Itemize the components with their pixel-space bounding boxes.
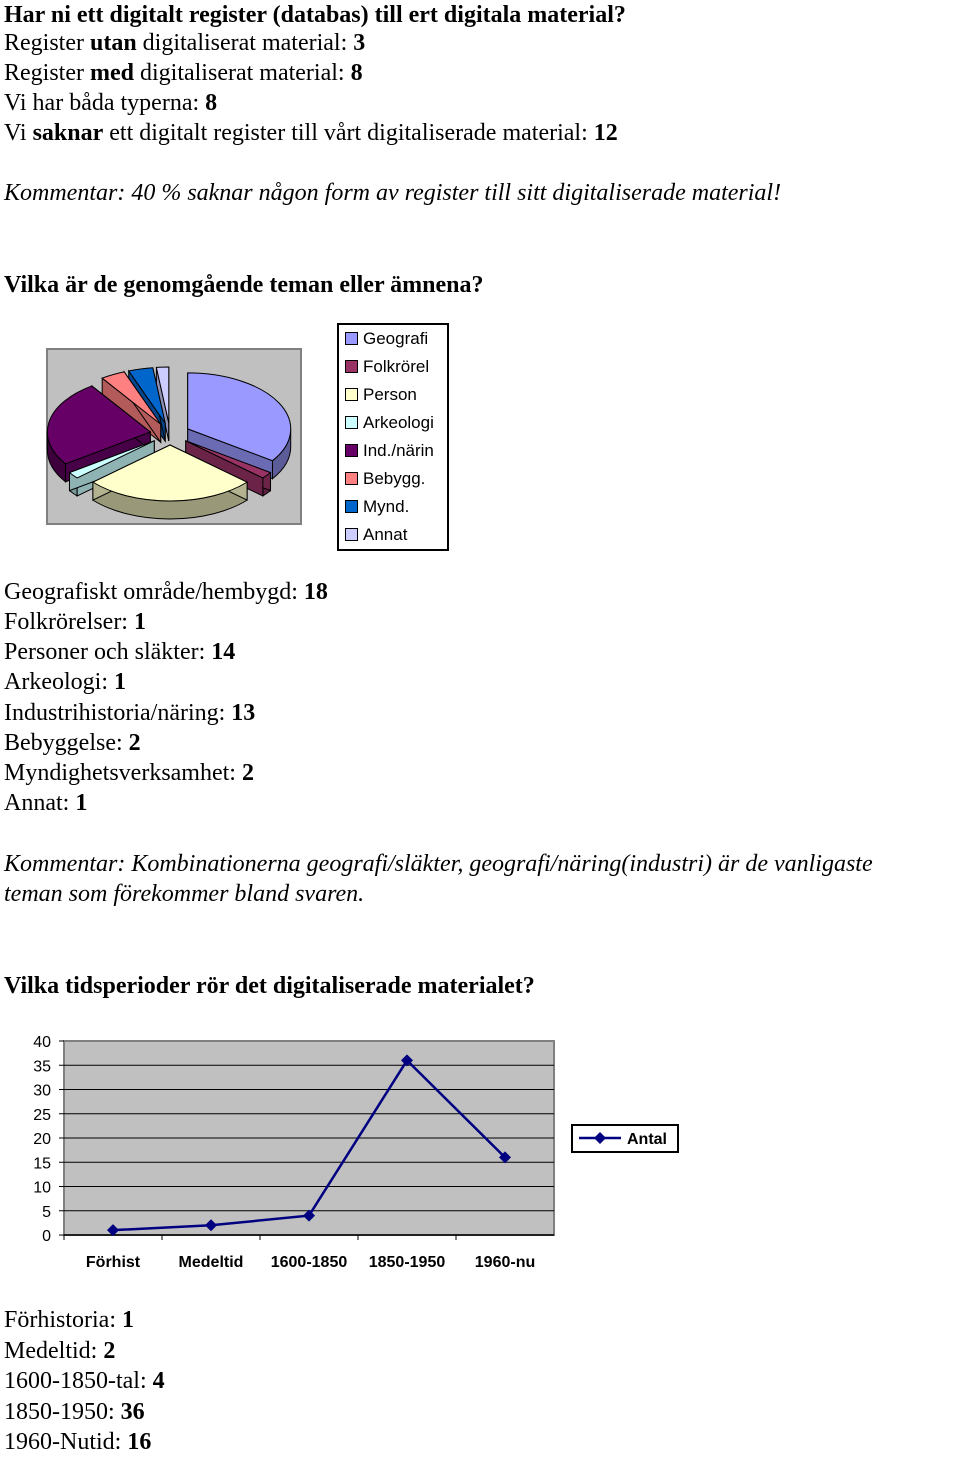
period-stat: Medeltid: 2 [4, 1338, 116, 1364]
x-tick-label: 1600-1850 [270, 1254, 348, 1271]
y-tick-label: 0 [42, 1228, 51, 1245]
period-stat: 1960-Nutid: 16 [4, 1429, 152, 1455]
periods-line-chart [0, 1025, 700, 1285]
x-tick-label: Förhist [85, 1254, 141, 1271]
legend-item-annat: Annat [345, 525, 407, 545]
period-stat: 1850-1950: 36 [4, 1399, 145, 1425]
theme-stat: Industrihistoria/näring: 13 [4, 700, 256, 726]
theme-stat: Annat: 1 [4, 790, 88, 816]
theme-stat: Folkrörelser: 1 [4, 609, 146, 635]
legend-item-mynd: Mynd. [345, 497, 409, 517]
question-themes: Vilka är de genomgående teman eller ämnena? [4, 272, 484, 298]
legend-item-ind-narin: Ind./närin [345, 441, 434, 461]
stat-line: Register med digitaliserat material: 8 [4, 60, 363, 86]
theme-stat: Geografiskt område/hembygd: 18 [4, 579, 328, 605]
legend-item-person: Person [345, 385, 417, 405]
y-tick-label: 25 [33, 1106, 51, 1124]
theme-stat: Bebyggelse: 2 [4, 730, 141, 756]
question-register: Har ni ett digitalt register (databas) till ert digitala material? [4, 2, 626, 28]
period-stat: 1600-1850-tal: 4 [4, 1368, 165, 1394]
stat-line: Vi har båda typerna: 8 [4, 90, 218, 116]
theme-stat: Myndighetsverksamhet: 2 [4, 760, 254, 786]
pie-legend [337, 323, 449, 551]
y-tick-label: 5 [42, 1203, 51, 1221]
themes-pie-chart [46, 348, 303, 526]
comment-themes-line1: Kommentar: Kombinationerna geografi/släkter, geografi/näring(industri) är de vanligaste [4, 851, 873, 877]
period-stat: Förhistoria: 1 [4, 1307, 134, 1333]
comment-register: Kommentar: 40 % saknar någon form av register till sitt digitaliserade material! [4, 180, 782, 206]
legend-item-folkrorel: Folkrörel [345, 357, 429, 377]
question-periods: Vilka tidsperioder rör det digitaliserade materialet? [4, 973, 535, 999]
y-tick-label: 30 [33, 1082, 51, 1100]
theme-stat: Arkeologi: 1 [4, 669, 126, 695]
stat-line: Register utan digitaliserat material: 3 [4, 30, 366, 56]
x-tick-label: 1850-1950 [368, 1254, 446, 1271]
y-tick-label: 15 [33, 1155, 51, 1173]
legend-label-antal: Antal [627, 1131, 667, 1148]
x-tick-label: Medeltid [178, 1254, 244, 1271]
x-tick-label: 1960-nu [474, 1254, 536, 1271]
y-tick-label: 10 [33, 1179, 51, 1197]
stat-line: Vi saknar ett digitalt register till vårt digitaliserade material: 12 [4, 120, 618, 146]
legend-item-geografi: Geografi [345, 329, 428, 349]
legend-item-arkeologi: Arkeologi [345, 413, 434, 433]
y-tick-label: 40 [33, 1034, 51, 1051]
comment-themes-line2: teman som förekommer bland svaren. [4, 881, 365, 907]
theme-stat: Personer och släkter: 14 [4, 639, 236, 665]
legend-item-bebygg: Bebygg. [345, 469, 425, 489]
y-tick-label: 35 [33, 1058, 51, 1076]
y-tick-label: 20 [33, 1131, 51, 1148]
